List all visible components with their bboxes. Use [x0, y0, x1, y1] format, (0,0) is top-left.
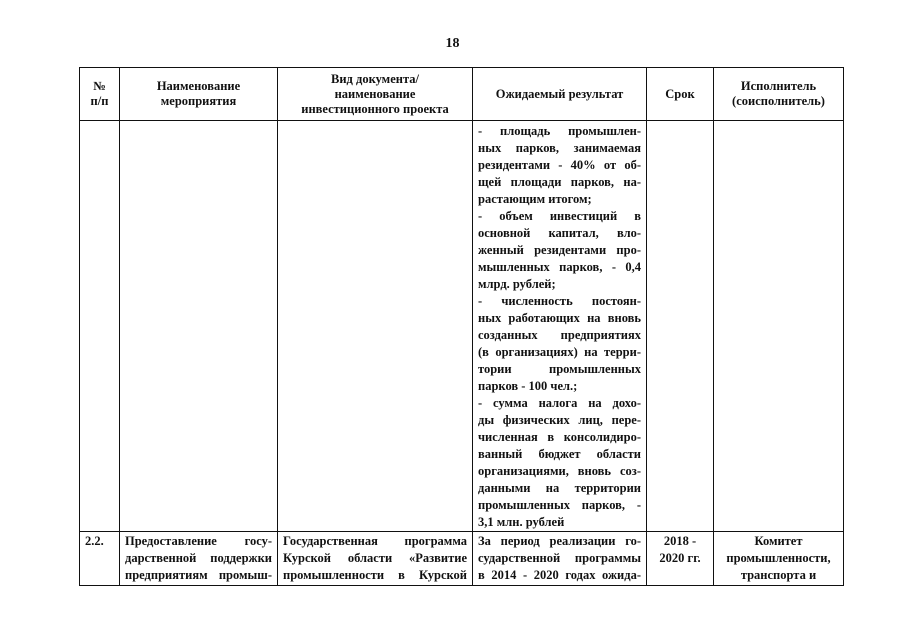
header-text: п/п: [90, 94, 109, 108]
result-line: - объем инвестиций в: [478, 209, 641, 223]
cell-doc-type: [278, 121, 473, 532]
term-line: 2018 -: [663, 534, 697, 548]
result-line: созданных предприятиях: [478, 328, 641, 342]
table-header-row: [80, 68, 844, 121]
doc-line: промышленности в Курской: [283, 568, 467, 582]
header-number: [80, 68, 120, 121]
header-text: Наименование: [156, 79, 241, 93]
result-line: женный резидентами про-: [478, 243, 641, 257]
executor-line: транспорта и: [740, 568, 817, 582]
name-line: предприятиям промыш-: [125, 568, 272, 582]
cell-result: [473, 121, 647, 532]
doc-line: Курской области «Развитие: [283, 551, 467, 565]
result-line: сударственной программы: [478, 551, 641, 565]
executor-line: Комитет: [754, 534, 803, 548]
executor-line: промышленности,: [726, 551, 831, 565]
header-text: инвестиционного проекта: [301, 101, 449, 116]
result-line: данными на территории: [478, 481, 641, 495]
cell-executor: [714, 532, 844, 586]
result-line: - сумма налога на дохо-: [478, 396, 641, 410]
result-line: ды физических лиц, пере-: [478, 413, 641, 427]
result-line: организациями, вновь соз-: [478, 464, 641, 478]
cell-term: [647, 121, 714, 532]
cell-result: [473, 532, 647, 586]
cell-number: [80, 121, 120, 532]
result-line: тории промышленных: [478, 362, 641, 376]
result-line: резидентами - 40% от об-: [478, 158, 641, 172]
header-text: Ожидаемый результат: [495, 86, 624, 101]
header-name: [120, 68, 278, 121]
header-executor: [714, 68, 844, 121]
header-text: №: [93, 79, 106, 93]
result-line: мышленных парков, - 0,4: [478, 260, 641, 274]
name-line: Предоставление госу-: [125, 534, 272, 548]
result-line: щей площади парков, на-: [478, 175, 641, 189]
result-line: ных работающих на вновь: [478, 311, 641, 325]
cell-name: [120, 121, 278, 532]
header-text: Вид документа/: [331, 71, 419, 86]
result-line: 3,1 млн. рублей: [478, 515, 565, 529]
table-row-2-2: [80, 532, 844, 586]
result-line: млрд. рублей;: [478, 277, 556, 291]
result-line: ванный бюджет области: [478, 447, 641, 461]
cell-executor: [714, 121, 844, 532]
result-line: в 2014 - 2020 годах ожида-: [478, 568, 641, 582]
result-line: промышленных парков, -: [478, 498, 641, 512]
header-result: [473, 68, 647, 121]
result-line: - площадь промышлен-: [478, 124, 641, 138]
result-line: ных парков, занимаемая: [478, 141, 641, 155]
result-line: растающим итогом;: [478, 192, 592, 206]
header-doc-type: [278, 68, 473, 121]
result-line: парков - 100 чел.;: [478, 379, 578, 393]
header-text: наименование: [334, 86, 416, 101]
header-text: (соисполнитель): [732, 94, 825, 108]
result-line: численная в консолидиро-: [478, 430, 641, 444]
result-line: - численность постоян-: [478, 294, 641, 308]
result-line: (в организациях) на терри-: [478, 345, 641, 359]
table-row-continued: [80, 121, 844, 532]
cell-number: [80, 532, 120, 586]
page-number: 18: [445, 36, 460, 51]
result-line: основной капитал, вло-: [478, 226, 641, 240]
cell-doc-type: [278, 532, 473, 586]
doc-line: Государственная программа: [283, 534, 467, 548]
cell-term: [647, 532, 714, 586]
name-line: дарственной поддержки: [125, 551, 272, 565]
header-text: Срок: [665, 86, 695, 101]
result-line: За период реализации го-: [478, 534, 641, 548]
header-text: Исполнитель: [740, 79, 817, 93]
measures-table: [79, 67, 844, 586]
row-number: 2.2.: [85, 534, 104, 548]
header-text: мероприятия: [160, 94, 237, 108]
term-line: 2020 гг.: [659, 551, 701, 565]
header-term: [647, 68, 714, 121]
cell-name: [120, 532, 278, 586]
